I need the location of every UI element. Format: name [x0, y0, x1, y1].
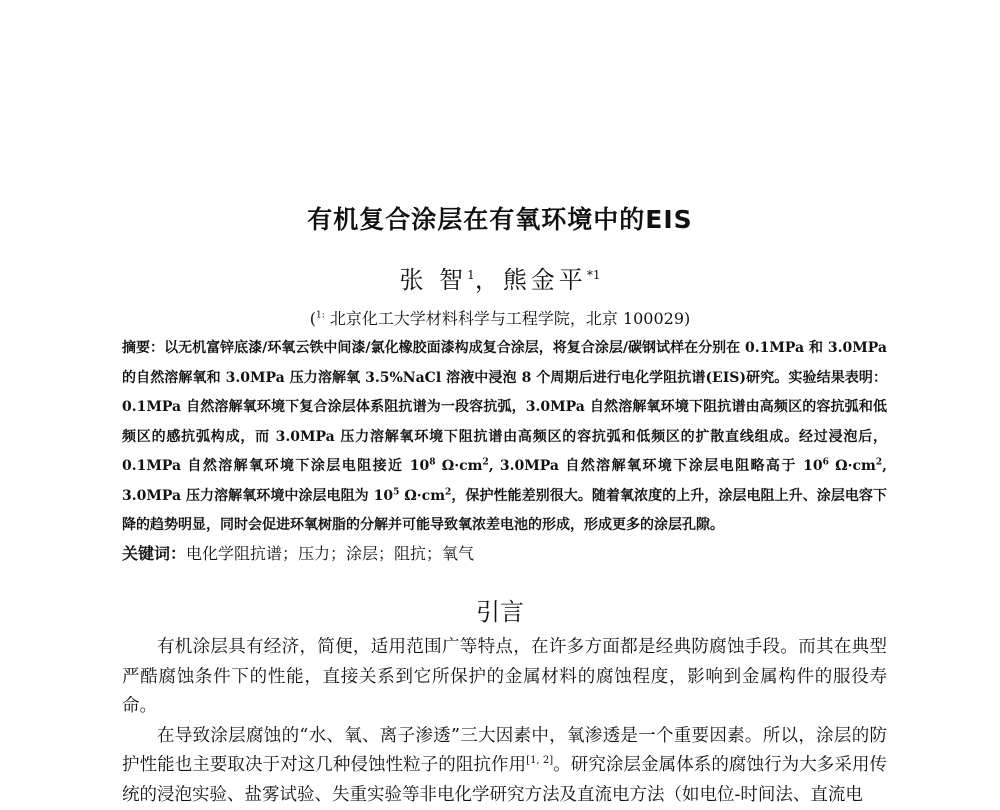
paragraph: 在导致涂层腐蚀的“水、氧、离子渗透”三大因素中，氧渗透是一个重要因素。所以，涂层的防护性能也主要取决于对这几种侵蚀性粒子的阻抗作用[1, 2]。研究涂层金属体系的腐蚀行为大多采用传统的浸泡实验、盐雾试验、失重实验等非电化学研究方法及直流电方法（如电位-时间法、直流电 — [122, 722, 887, 810]
affiliation: ($^{1:}$ 北京化工大学材料科学与工程学院，北京 100029) — [0, 306, 1000, 329]
author-name: 张 智 — [400, 266, 468, 294]
author-mark: 1 — [467, 268, 475, 282]
keywords — [122, 541, 887, 564]
author-name: 熊金平 — [503, 266, 587, 294]
citation: [1, 2] — [526, 755, 553, 766]
affiliation-text: 北京化工大学材料科学与工程学院，北京 100029) — [325, 309, 691, 328]
author-separator: ， — [475, 266, 503, 294]
author-line — [0, 260, 1000, 295]
paper-title: 有机复合涂层在有氧环境中的EIS — [0, 200, 1000, 236]
author-mark: *1 — [587, 268, 601, 282]
abstract: 摘要：以无机富锌底漆/环氧云铁中间漆/氯化橡胶面漆构成复合涂层，将复合涂层/碳钢试样在分别在 0.1MPa 和 3.0MPa 的自然溶解氧和 3.0MPa 压力溶解氧 3.5%NaCl 溶液中浸泡 8 个周期后进行电化学阻抗谱(EIS)研究。实验结果表明：0.1MPa 自然溶解氧环境下复合涂层体系阻抗谱为一段容抗弧，3.0MPa 自然溶解氧环境下阻抗谱由高频区的容抗弧和低频区的感抗弧构成，而 3.0MPa 压力溶解氧环境下阻抗谱由高频区的容抗弧和低频区的扩散直线组成。经过浸泡后，0.1MPa 自然溶解氧环境下涂层电阻接近 $10^8$ $\Omega\cdot cm^2$, 3.0MPa 自然溶解氧环境下涂层电阻略高于 $10^6$ $\Omega\cdot cm^2$, 3.0MPa 压力溶解氧环境中涂层电阻为 $10^5$ $\Omega\cdot cm^2$，保护性能差别很大。随着氧浓度的上升，涂层电阻上升、涂层电容下降的趋势明显，同时会促进环氧树脂的分解并可能导致氧浓差电池的形成，形成更多的涂层孔隙。 — [122, 334, 887, 541]
keywords-label: 关键词： — [122, 544, 186, 563]
affiliation-mark: 1: — [316, 311, 325, 321]
abstract-label: 摘要： — [122, 340, 164, 356]
section-heading: 引言 — [0, 592, 1000, 627]
keywords-text: 电化学阻抗谱；压力；涂层；阻抗；氧气 — [186, 544, 474, 563]
body-text — [122, 633, 887, 810]
paragraph: 有机涂层具有经济，简便，适用范围广等特点，在许多方面都是经典防腐蚀手段。而其在典型严酷腐蚀条件下的性能，直接关系到它所保护的金属材料的腐蚀程度，影响到金属构件的服役寿命。 — [122, 633, 887, 722]
